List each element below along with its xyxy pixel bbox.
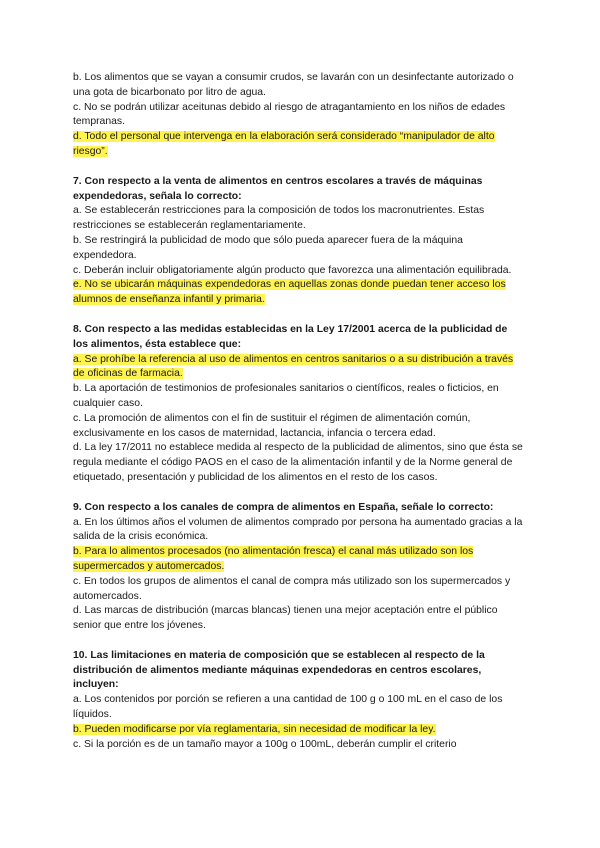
option-a: a. Los contenidos por porción se refieren a una cantidad de 100 g o 100 mL en el caso de los líquidos.	[73, 694, 503, 721]
question-7	[73, 175, 525, 308]
intro-option-b: b. Los alimentos que se vayan a consumir crudos, se lavarán con un desinfectante autorizado o una gota de bicarbonato por litro de agua.	[73, 72, 514, 98]
option-c: c. Si la porción es de un tamaño mayor a 100g o 100mL, deberán cumplir el criterio	[73, 738, 457, 750]
question-title: 8. Con respecto a las medidas establecidas en la Ley 17/2001 acerca de la publicidad de los alimentos, ésta establece que:	[73, 323, 508, 350]
intro-option-c: c. No se podrán utilizar aceitunas debido al riesgo de atragantamiento en los niños de edades tempranas.	[73, 101, 506, 128]
option-d: d. La ley 17/2011 no establece medida al respecto de la publicidad de alimentos, sino que ésta se regula mediante el código PAOS en el caso de la alimentación infantil y de la Norme general de etiquetado, presentación y publicidad de los alimentos en el resto de los casos.	[73, 442, 523, 483]
option-c: c. En todos los grupos de alimentos el canal de compra más utilizado son los supermercados y automercados.	[73, 575, 511, 602]
intro-options	[73, 71, 525, 160]
question-title: 10. Las limitaciones en materia de composición que se establecen al respecto de la distribución de alimentos mediante máquinas expendedoras en centros escolares, incluyen:	[73, 649, 485, 691]
option-e: e. No se ubicarán máquinas expendedoras en aquellas zonas donde puedan tener acceso los alumnos de enseñanza infantil y primaria.	[73, 279, 506, 306]
option-c: c. La promoción de alimentos con el fin de sustituir el régimen de alimentación común, exclusivamente en los casos de maternidad, lactancia, infancia o tercera edad.	[73, 412, 471, 439]
question-title: 9. Con respecto a los canales de compra de alimentos en España, señale lo correcto:	[73, 501, 494, 513]
option-a: a. Se prohíbe la referencia al uso de alimentos en centros sanitarios o a su distribución a través de oficinas de farmacia.	[73, 353, 514, 380]
question-title: 7. Con respecto a la venta de alimentos en centros escolares a través de máquinas expendedoras, señala lo correcto:	[73, 175, 483, 202]
intro-option-d: d. Todo el personal que intervenga en la elaboración será considerado “manipulador de alto riesgo”.	[73, 131, 495, 157]
option-b: b. Pueden modificarse por vía reglamentaria, sin necesidad de modificar la ley.	[73, 723, 436, 735]
option-c: c. Deberán incluir obligatoriamente algún producto que favorezca una alimentación equilibrada.	[73, 264, 512, 276]
option-b: b. Se restringirá la publicidad de modo que sólo pueda aparecer fuera de la máquina expendedora.	[73, 234, 463, 261]
option-b: b. Para lo alimentos procesados (no alimentación fresca) el canal más utilizado son los supermercados y automercados.	[73, 546, 474, 572]
option-d: d. Las marcas de distribución (marcas blancas) tienen una mejor aceptación entre el público senior que entre los jóvenes.	[73, 605, 498, 632]
question-9	[73, 501, 525, 634]
option-a: a. En los últimos años el volumen de alimentos comprado por persona ha aumentado gracias a la salida de la crisis económica.	[73, 516, 523, 543]
option-a: a. Se establecerán restricciones para la composición de todos los macronutrientes. Estas restricciones se establecerán reglamentariamente.	[73, 205, 485, 232]
option-b: b. La aportación de testimonios de profesionales sanitarios o científicos, reales o ficticios, en cualquier caso.	[73, 383, 499, 409]
question-8	[73, 323, 525, 486]
question-10	[73, 649, 525, 753]
document-content	[73, 71, 525, 767]
